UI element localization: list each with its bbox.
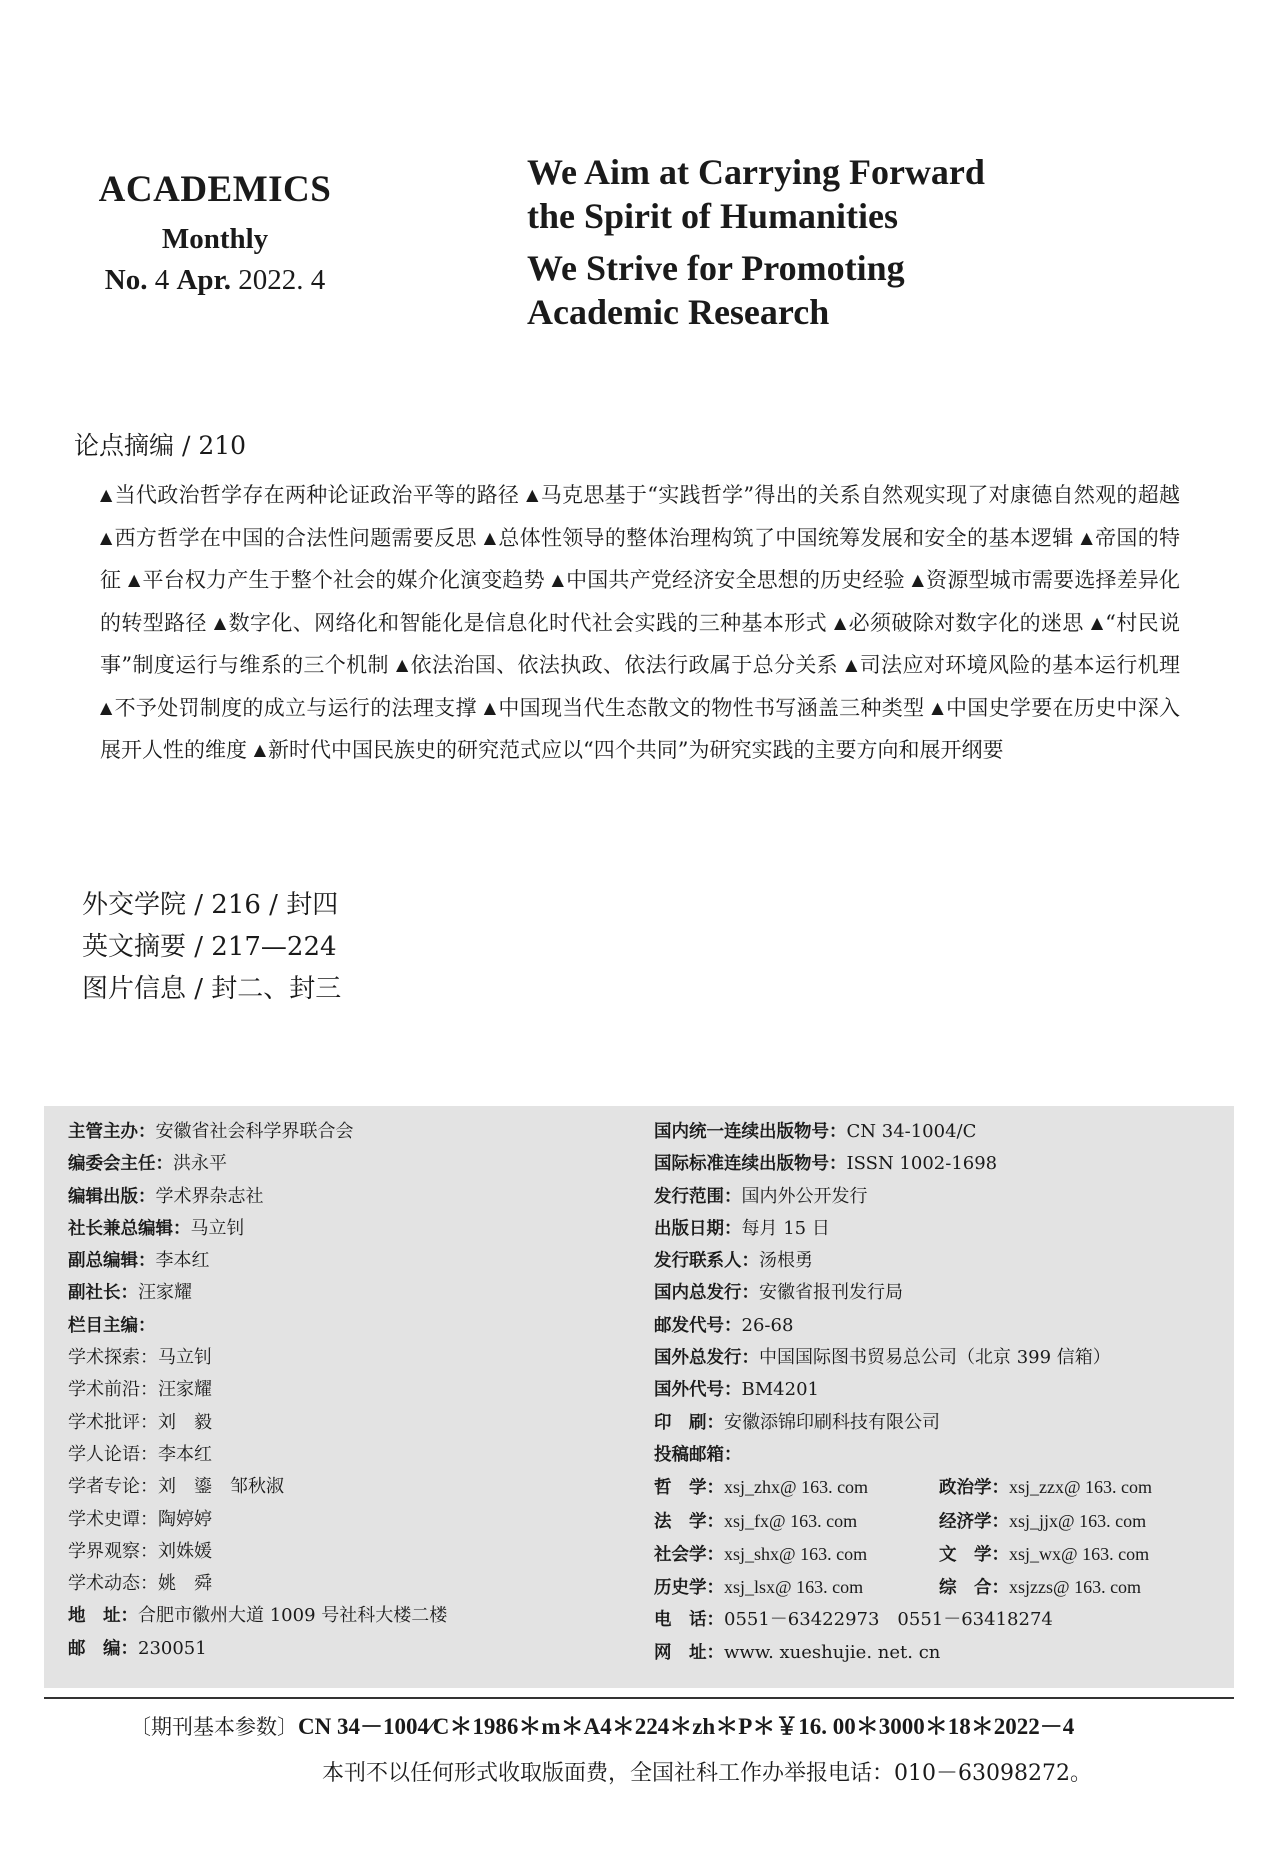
- info-column-right: [654, 1116, 1224, 1669]
- info-row: [68, 1471, 628, 1503]
- info-row: [654, 1148, 1224, 1180]
- info-value: 学术前沿：汪家耀: [68, 1379, 212, 1401]
- info-row: [68, 1148, 628, 1180]
- email-address: xsj_fx@ 163. com: [724, 1510, 858, 1531]
- info-row: [654, 1374, 1224, 1406]
- info-row: [654, 1637, 1224, 1669]
- email-address: xsjzzs@ 163. com: [1009, 1577, 1142, 1598]
- info-row: [654, 1604, 1224, 1636]
- digest-item: 数字化、网络化和智能化是信息化时代社会实践的三种基本形式: [228, 610, 827, 635]
- digest-item: 不予处罚制度的成立与运行的法理支撑: [114, 695, 477, 720]
- digest-item: 必须破除对数字化的迷思: [848, 610, 1084, 635]
- info-row: [68, 1407, 628, 1439]
- digest-item: 平台权力产生于整个社会的媒介化演变趋势: [142, 568, 545, 592]
- email-label: 经济学：: [939, 1511, 1009, 1532]
- triangle-bullet-icon: ▲: [931, 697, 944, 717]
- info-label: 国内总发行：: [654, 1283, 759, 1304]
- info-value: 汪家耀: [138, 1282, 192, 1304]
- email-label: 法 学：: [654, 1511, 724, 1532]
- email-label: 历史学：: [654, 1578, 724, 1599]
- info-label: 副总编辑：: [68, 1251, 156, 1272]
- info-column-left: [68, 1116, 628, 1665]
- email-entry: [654, 1505, 939, 1538]
- digest-item: 马克思基于“实践哲学”得出的关系自然观实现了对康德自然观的超越: [540, 483, 1180, 507]
- info-label: 投稿邮箱：: [654, 1444, 742, 1465]
- email-address: xsj_lsx@ 163. com: [724, 1577, 864, 1598]
- info-label: 网 址：: [654, 1642, 724, 1663]
- info-value: 汤根勇: [759, 1250, 813, 1272]
- journal-subtitle: Monthly: [161, 223, 269, 255]
- email-label: 文 学：: [939, 1544, 1009, 1565]
- info-row: [68, 1277, 628, 1309]
- digest-item: 中国现当代生态散文的物性书写涵盖三种类型: [498, 695, 925, 720]
- triangle-bullet-icon: ▲: [845, 655, 858, 674]
- info-value: 学界观察：刘姝媛: [68, 1540, 212, 1562]
- info-value: 安徽省社会科学界联合会: [155, 1121, 354, 1142]
- triangle-bullet-icon: ▲: [483, 527, 497, 547]
- triangle-bullet-icon: ▲: [100, 527, 113, 547]
- info-value: 学术探索：马立钊: [68, 1347, 212, 1369]
- info-row: [68, 1245, 628, 1277]
- digest-item: 新时代中国民族史的研究范式应以“四个共同”为研究实践的主要方向和展开纲要: [268, 738, 1004, 762]
- info-label: 发行联系人：: [654, 1251, 759, 1272]
- triangle-bullet-icon: ▲: [526, 485, 539, 504]
- motto-line: We Strive for Promoting: [527, 248, 905, 288]
- info-value: 马立钊: [190, 1217, 245, 1239]
- info-value: 学者专论：刘 鎏 邹秋淑: [68, 1476, 284, 1498]
- motto-line: the Spirit of Humanities: [527, 196, 899, 236]
- info-value: 中国国际图书贸易总公司（北京 399 信箱）: [759, 1347, 1111, 1369]
- digest-item: 当代政治哲学存在两种论证政治平等的路径: [114, 483, 520, 507]
- info-row: [68, 1439, 628, 1471]
- triangle-bullet-icon: ▲: [253, 740, 266, 759]
- digest-heading: 论点摘编 ∕ 210: [74, 431, 247, 460]
- masthead-left: [60, 168, 370, 297]
- info-value: 230051: [138, 1637, 207, 1659]
- contents-list: [82, 884, 341, 1010]
- info-row: [68, 1342, 628, 1374]
- info-row: [68, 1568, 628, 1600]
- digest-paragraph: [100, 475, 1180, 773]
- info-label: 国际标准连续出版物号：: [654, 1154, 847, 1175]
- triangle-bullet-icon: ▲: [213, 612, 227, 632]
- info-label: 编委会主任：: [68, 1154, 173, 1175]
- info-value: 李本红: [155, 1250, 210, 1272]
- issue-no: 4: [154, 264, 170, 296]
- digest-item: 中国共产党经济安全思想的历史经验: [565, 568, 905, 592]
- info-value: CN 34-1004/C: [846, 1121, 977, 1142]
- contents-item: 外交学院 ∕ 216 ∕ 封四: [82, 890, 339, 920]
- info-row: [654, 1181, 1224, 1213]
- fee-notice: 本刊不以任何形式收取版面费，全国社科工作办举报电话：010－63098272。: [322, 1761, 1092, 1786]
- info-row: [68, 1116, 628, 1148]
- triangle-bullet-icon: ▲: [1090, 612, 1104, 632]
- info-row: [68, 1600, 628, 1632]
- info-row: [68, 1633, 628, 1665]
- digest-item: 中国史学要在历史中深入展开人性的维度: [100, 695, 1181, 762]
- info-row: [654, 1245, 1224, 1277]
- triangle-bullet-icon: ▲: [834, 612, 847, 632]
- contents-item: 英文摘要 ∕ 217—224: [82, 932, 337, 962]
- triangle-bullet-icon: ▲: [395, 655, 409, 674]
- info-label: 国外代号：: [654, 1380, 742, 1401]
- info-value: 合肥市徽州大道 1009 号社科大楼二楼: [138, 1605, 448, 1627]
- journal-title: ACADEMICS: [98, 169, 332, 210]
- params-label: 〔期刊基本参数〕: [130, 1715, 298, 1739]
- motto-line: Academic Research: [527, 292, 830, 332]
- email-label: 综 合：: [939, 1578, 1009, 1599]
- info-value: 安徽省报刊发行局: [759, 1282, 903, 1304]
- info-label: 出版日期：: [654, 1218, 742, 1239]
- email-entry: [939, 1471, 1224, 1504]
- journal-parameters: [130, 1708, 1074, 1741]
- masthead-motto: [527, 150, 985, 334]
- info-label: 国外总发行：: [654, 1348, 759, 1369]
- info-value: 学术批评：刘 毅: [68, 1411, 212, 1433]
- info-row: [68, 1504, 628, 1536]
- info-label: 主管主办：: [68, 1122, 156, 1142]
- info-row: [654, 1439, 1224, 1471]
- triangle-bullet-icon: ▲: [128, 570, 141, 589]
- email-label: 哲 学：: [654, 1478, 724, 1499]
- motto-line: We Aim at Carrying Forward: [527, 152, 985, 192]
- info-row: [68, 1536, 628, 1568]
- email-address: xsj_zhx@ 163. com: [724, 1477, 869, 1498]
- contents-item: 图片信息 ∕ 封二、封三: [82, 974, 342, 1004]
- triangle-bullet-icon: ▲: [100, 697, 113, 717]
- digest-item: 帝国的特征: [100, 525, 1181, 592]
- info-label: 发行范围：: [654, 1186, 742, 1207]
- email-entry: [654, 1571, 939, 1604]
- info-value: 学人论语：李本红: [68, 1443, 212, 1465]
- email-entry: [939, 1538, 1224, 1571]
- email-address: xsj_jjx@ 163. com: [1009, 1510, 1147, 1531]
- triangle-bullet-icon: ▲: [100, 485, 113, 504]
- info-label: 社长兼总编辑：: [68, 1218, 191, 1239]
- email-address: xsj_zzx@ 163. com: [1009, 1477, 1153, 1498]
- email-row: [654, 1538, 1224, 1571]
- digest-item: “村民说事”制度运行与维系的三个机制: [100, 610, 1180, 677]
- info-label: 编辑出版：: [68, 1186, 156, 1207]
- info-row: [654, 1116, 1224, 1148]
- divider: [44, 1697, 1234, 1699]
- info-value: 安徽添锦印刷科技有限公司: [724, 1411, 940, 1433]
- info-row: [654, 1277, 1224, 1309]
- info-row: [68, 1181, 628, 1213]
- publication-info-box: [44, 1106, 1234, 1688]
- email-entry: [654, 1471, 939, 1504]
- issue-date: 2022. 4: [238, 264, 326, 296]
- email-row: [654, 1505, 1224, 1538]
- email-entry: [939, 1571, 1224, 1604]
- info-value: 洪永平: [173, 1153, 227, 1175]
- info-label: 地 址：: [68, 1606, 138, 1627]
- email-label: 社会学：: [654, 1544, 724, 1565]
- email-row: [654, 1571, 1224, 1604]
- info-value: 学术界杂志社: [155, 1185, 264, 1207]
- info-row: [654, 1407, 1224, 1439]
- info-row: [68, 1213, 628, 1245]
- info-row: [68, 1374, 628, 1406]
- digest-item: 依法治国、依法执政、依法行政属于总分关系: [410, 653, 839, 677]
- info-label: 副社长：: [68, 1283, 138, 1304]
- info-label: 邮发代号：: [654, 1315, 742, 1336]
- digest-item: 司法应对环境风险的基本运行机理: [859, 653, 1180, 677]
- info-label: 栏目主编：: [68, 1315, 156, 1336]
- info-value: 学术动态：姚 舜: [68, 1573, 212, 1595]
- triangle-bullet-icon: ▲: [1080, 527, 1093, 547]
- info-label: 邮 编：: [68, 1638, 138, 1659]
- digest-item: 西方哲学在中国的合法性问题需要反思: [114, 525, 477, 550]
- email-label: 政治学：: [939, 1478, 1009, 1499]
- info-value: 0551－63422973 0551－63418274: [724, 1609, 1053, 1631]
- info-label: 印 刷：: [654, 1412, 724, 1433]
- email-address: xsj_wx@ 163. com: [1009, 1543, 1150, 1564]
- email-entry: [654, 1538, 939, 1571]
- email-entry: [939, 1505, 1224, 1538]
- digest-item: 资源型城市需要选择差异化的转型路径: [100, 568, 1181, 635]
- info-row: [654, 1342, 1224, 1374]
- digest-item: 总体性领导的整体治理构筑了中国统筹发展和安全的基本逻辑: [498, 525, 1074, 550]
- info-value: 每月 15 日: [741, 1217, 830, 1239]
- info-value: 26-68: [741, 1314, 794, 1336]
- info-row: [654, 1310, 1224, 1342]
- info-value: 国内外公开发行: [741, 1185, 868, 1207]
- issue-line: [60, 264, 370, 297]
- params-value: CN 34－1004∕C＊1986＊m＊A4＊224＊zh＊P＊￥16. 00＊3000＊18＊2022－4: [298, 1714, 1075, 1739]
- info-value: BM4201: [741, 1379, 819, 1401]
- issue-no-label: No.: [104, 264, 148, 296]
- issue-month: Apr.: [176, 264, 231, 296]
- info-label: 国内统一连续出版物号：: [654, 1122, 847, 1142]
- info-value: 学术史谭：陶婷婷: [68, 1508, 212, 1530]
- triangle-bullet-icon: ▲: [911, 570, 924, 589]
- email-row: [654, 1471, 1224, 1504]
- email-address: xsj_shx@ 163. com: [724, 1543, 868, 1564]
- info-row: [654, 1213, 1224, 1245]
- info-row: [68, 1310, 628, 1342]
- triangle-bullet-icon: ▲: [483, 697, 497, 717]
- triangle-bullet-icon: ▲: [551, 570, 564, 589]
- info-value: www. xueshujie. net. cn: [724, 1641, 941, 1663]
- info-label: 电 话：: [654, 1610, 724, 1631]
- info-value: ISSN 1002-1698: [846, 1153, 998, 1175]
